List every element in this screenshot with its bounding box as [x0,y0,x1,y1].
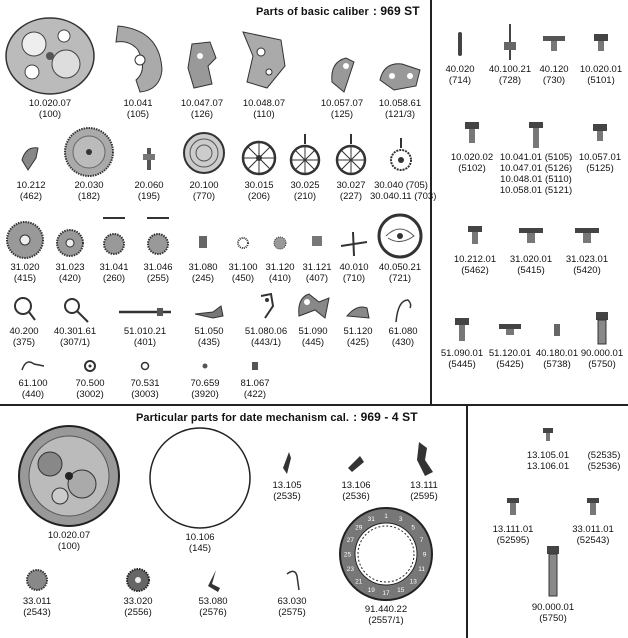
pallet-fork-icon [339,222,369,260]
pinion-icon [99,214,129,260]
part-10-212: 10.212 (462) [6,140,56,202]
dial-ring-icon [146,426,254,530]
screw-icon [450,26,470,62]
part-51-080-06: 51.080.06 (443/1) [236,290,296,348]
date-part-13-111: 13.111 (2595) [400,440,448,502]
stud-icon [9,294,39,324]
part-70-500: 70.500 (3002) [66,354,114,400]
winding-stem-icon [117,300,173,324]
gear-icon [55,226,85,260]
date-part-10-020-07: 10.020.07 (100) [4,424,134,552]
part-51-120: 51.120 (425) [336,298,380,348]
screw-10-212-01: 10.212.01 (5462) [446,220,504,276]
screw-10-020-01: 10.020.01 (5101) [576,26,626,86]
screw-40-020: 40.020 (714) [438,26,482,86]
screw-icon [590,310,614,346]
lever-bridge-icon [376,56,424,96]
date-disc-number: 27 [346,536,355,544]
mainspring-icon [180,128,228,178]
date-disc-number: 29 [355,524,363,532]
part-31-041: 31.041 (260) [92,214,136,284]
spring-icon [343,298,373,324]
part-31-120: 31.120 (410) [262,226,298,284]
screw-51-120-01: 51.120.01 (5425) [482,314,538,370]
screw-icon [588,118,612,150]
screw-51-090-01: 51.090.01 (5445) [434,314,490,370]
screw-icon [503,494,523,522]
regulator-icon [60,294,90,324]
screw-icon [572,220,602,252]
part-40-200: 40.200 (375) [2,294,46,348]
screw-40-120: 40.120 (730) [532,26,576,86]
screw-icon [541,544,565,600]
part-31-020: 31.020 (415) [2,220,48,284]
screw-icon [498,22,522,62]
lever-icon [200,566,226,594]
small-gear-icon [233,226,253,260]
date-disc-number: 17 [382,590,390,597]
yoke-icon [293,288,333,324]
clutch-icon [191,300,227,324]
date-disc-number: 23 [346,566,355,574]
train-bridge-icon [237,26,291,96]
screw-90-000-01: 90.000.01 (5750) [576,310,628,370]
date-screw-13-111-01: 13.111.01 (52595) [480,494,546,546]
gear-icon [5,220,45,260]
fourth-wheel-icon [331,134,371,178]
vertical-divider-bottom [466,404,468,638]
screw-10-057-01: 10.057.01 (5125) [574,118,626,174]
part-10-057-07: 10.057.07 (125) [314,52,370,120]
part-31-023: 31.023 (420) [48,226,92,284]
date-spring-icon [277,448,297,478]
date-disc-number: 31 [367,515,375,523]
part-30-040: 30.040 (705) 30.040.11 (703) [370,134,432,202]
date-disc-number: 7 [419,536,424,544]
date-disc-number: 11 [418,566,425,574]
date-part-33-011: 33.011 (2543) [12,566,62,618]
part-51-050: 51.050 (435) [186,300,232,348]
screw-icon [524,118,548,150]
date-screw-13-105-01-codes: (52535) (52536) [587,450,621,472]
screw-31-020-01: 31.020.01 (5415) [502,220,560,276]
date-disc-number: 9 [422,551,427,559]
wire-spring-icon [279,566,305,594]
third-wheel-icon [285,134,325,178]
part-40-010: 40.010 (710) [334,222,374,284]
date-part-33-020: 33.020 (2556) [112,566,164,618]
main-plate-icon [4,14,96,96]
date-screw-90-000-01: 90.000.01 (5750) [520,544,586,624]
screw-icon [589,26,613,62]
part-20-060: 20.060 (195) [124,140,174,202]
date-mechanism-title: Particular parts for date mechanism cal. : 969 - 4 ST [136,410,418,424]
arbor-icon [139,140,159,178]
part-31-046: 31.046 (255) [136,214,180,284]
part-51-010-21: 51.010.21 (401) [112,300,178,348]
wheel-icon [239,134,279,178]
date-disc-number: 5 [411,524,416,532]
date-disc-number: 21 [355,578,363,586]
part-70-531: 70.531 (3003) [116,354,174,400]
screw-icon [463,220,487,252]
part-main-plate: 10.020.07 (100) [2,14,98,120]
screw-40-100-21: 40.100.21 (728) [484,22,536,86]
small-pinion-icon [193,226,213,260]
balance-icon [376,212,424,260]
date-part-63-030: 63.030 (2575) [266,566,318,618]
date-disc-icon [338,506,434,602]
date-part-53-080: 53.080 (2576) [188,566,238,618]
barrel-bridge-icon [110,20,166,96]
part-10-048-07: 10.048.07 (110) [234,26,294,120]
escape-wheel-icon [386,134,416,178]
setting-lever-icon [251,290,281,324]
screw-31-023-01: 31.023.01 (5420) [558,220,616,276]
part-10-047-07: 10.047.07 (126) [172,38,232,120]
part-70-659: 70.659 (3920) [176,354,234,400]
date-disc-number: 13 [409,578,417,586]
date-part-13-105: 13.105 (2535) [266,448,308,502]
part-31-100: 31.100 (450) [224,226,262,284]
date-jumper-icon [344,448,368,478]
barrel-gear-icon [63,126,115,178]
screw-group-10-041-01: 10.041.01 (5105) 10.047.01 (5126) 10.048.01 (5110) 10.058.01 (5121) [496,118,576,196]
part-30-025: 30.025 (210) [282,134,328,202]
horizontal-divider [0,404,628,406]
part-20-030: 20.030 (182) [60,126,118,202]
date-disc-number: 3 [398,515,403,523]
vertical-divider-top [430,0,432,404]
screw-icon [450,314,474,346]
washer-icon [245,354,265,376]
part-81-067: 81.067 (422) [230,354,280,400]
date-lever-icon [409,440,439,478]
date-screw-33-011-01: 33.011.01 (52543) [560,494,626,546]
small-gear-icon [270,226,290,260]
part-barrel-bridge: 10.041 (105) [106,20,170,120]
pinion-icon [143,214,173,260]
wire-spring-icon [388,294,418,324]
part-40-050-21: 40.050.21 (721) [372,212,428,284]
bridge-icon [182,38,222,96]
wire-spring-icon [18,354,48,376]
part-31-121: 31.121 (407) [298,226,336,284]
date-disc-number: 1 [384,513,388,520]
date-part-91-440-22: 1 3 5 7 9 11 13 15 17 19 21 23 25 27 29 31 91.440.22 (2557/1) [336,506,436,626]
date-part-13-106: 13.106 (2536) [334,448,378,502]
screw-40-180-01: 40.180.01 (5738) [530,314,584,370]
jewel-icon [135,354,155,376]
screw-icon [516,220,546,252]
date-disc-number: 15 [397,587,405,595]
part-10-058-61: 10.058.61 (121/3) [372,56,428,120]
date-disc-number: 25 [343,551,352,559]
screw-icon [460,118,484,150]
part-30-015: 30.015 (206) [236,134,282,202]
date-disc-number: 19 [367,587,375,595]
basic-caliber-title: Parts of basic caliber : 969 ST [256,4,420,18]
screw-icon [583,494,603,522]
part-40-301-61: 40.301.61 (307/1) [46,294,104,348]
screw-icon [538,424,558,448]
screw-icon [495,314,525,346]
gear-icon [24,566,50,594]
bush-icon [307,226,327,260]
part-31-080: 31.080 (245) [180,226,226,284]
date-part-10-106: 10.106 (145) [140,426,260,554]
date-screw-13-105-01: 13.105.01 13.106.01 [506,424,590,472]
screw-icon [539,26,569,62]
jewel-icon [80,354,100,376]
part-51-090: 51.090 (445) [290,288,336,348]
part-61-100: 61.100 (440) [10,354,56,400]
part-20-100: 20.100 (770) [176,128,232,202]
screw-icon [547,314,567,346]
gear-icon [125,566,151,594]
screw-10-020-02: 10.020.02 (5102) [442,118,502,174]
jewel-icon [195,354,215,376]
cock-icon [324,52,360,96]
part-30-027: 30.027 (227) [328,134,374,202]
clamp-icon [16,140,46,178]
movement-icon [10,424,128,528]
part-61-080: 61.080 (430) [378,294,428,348]
